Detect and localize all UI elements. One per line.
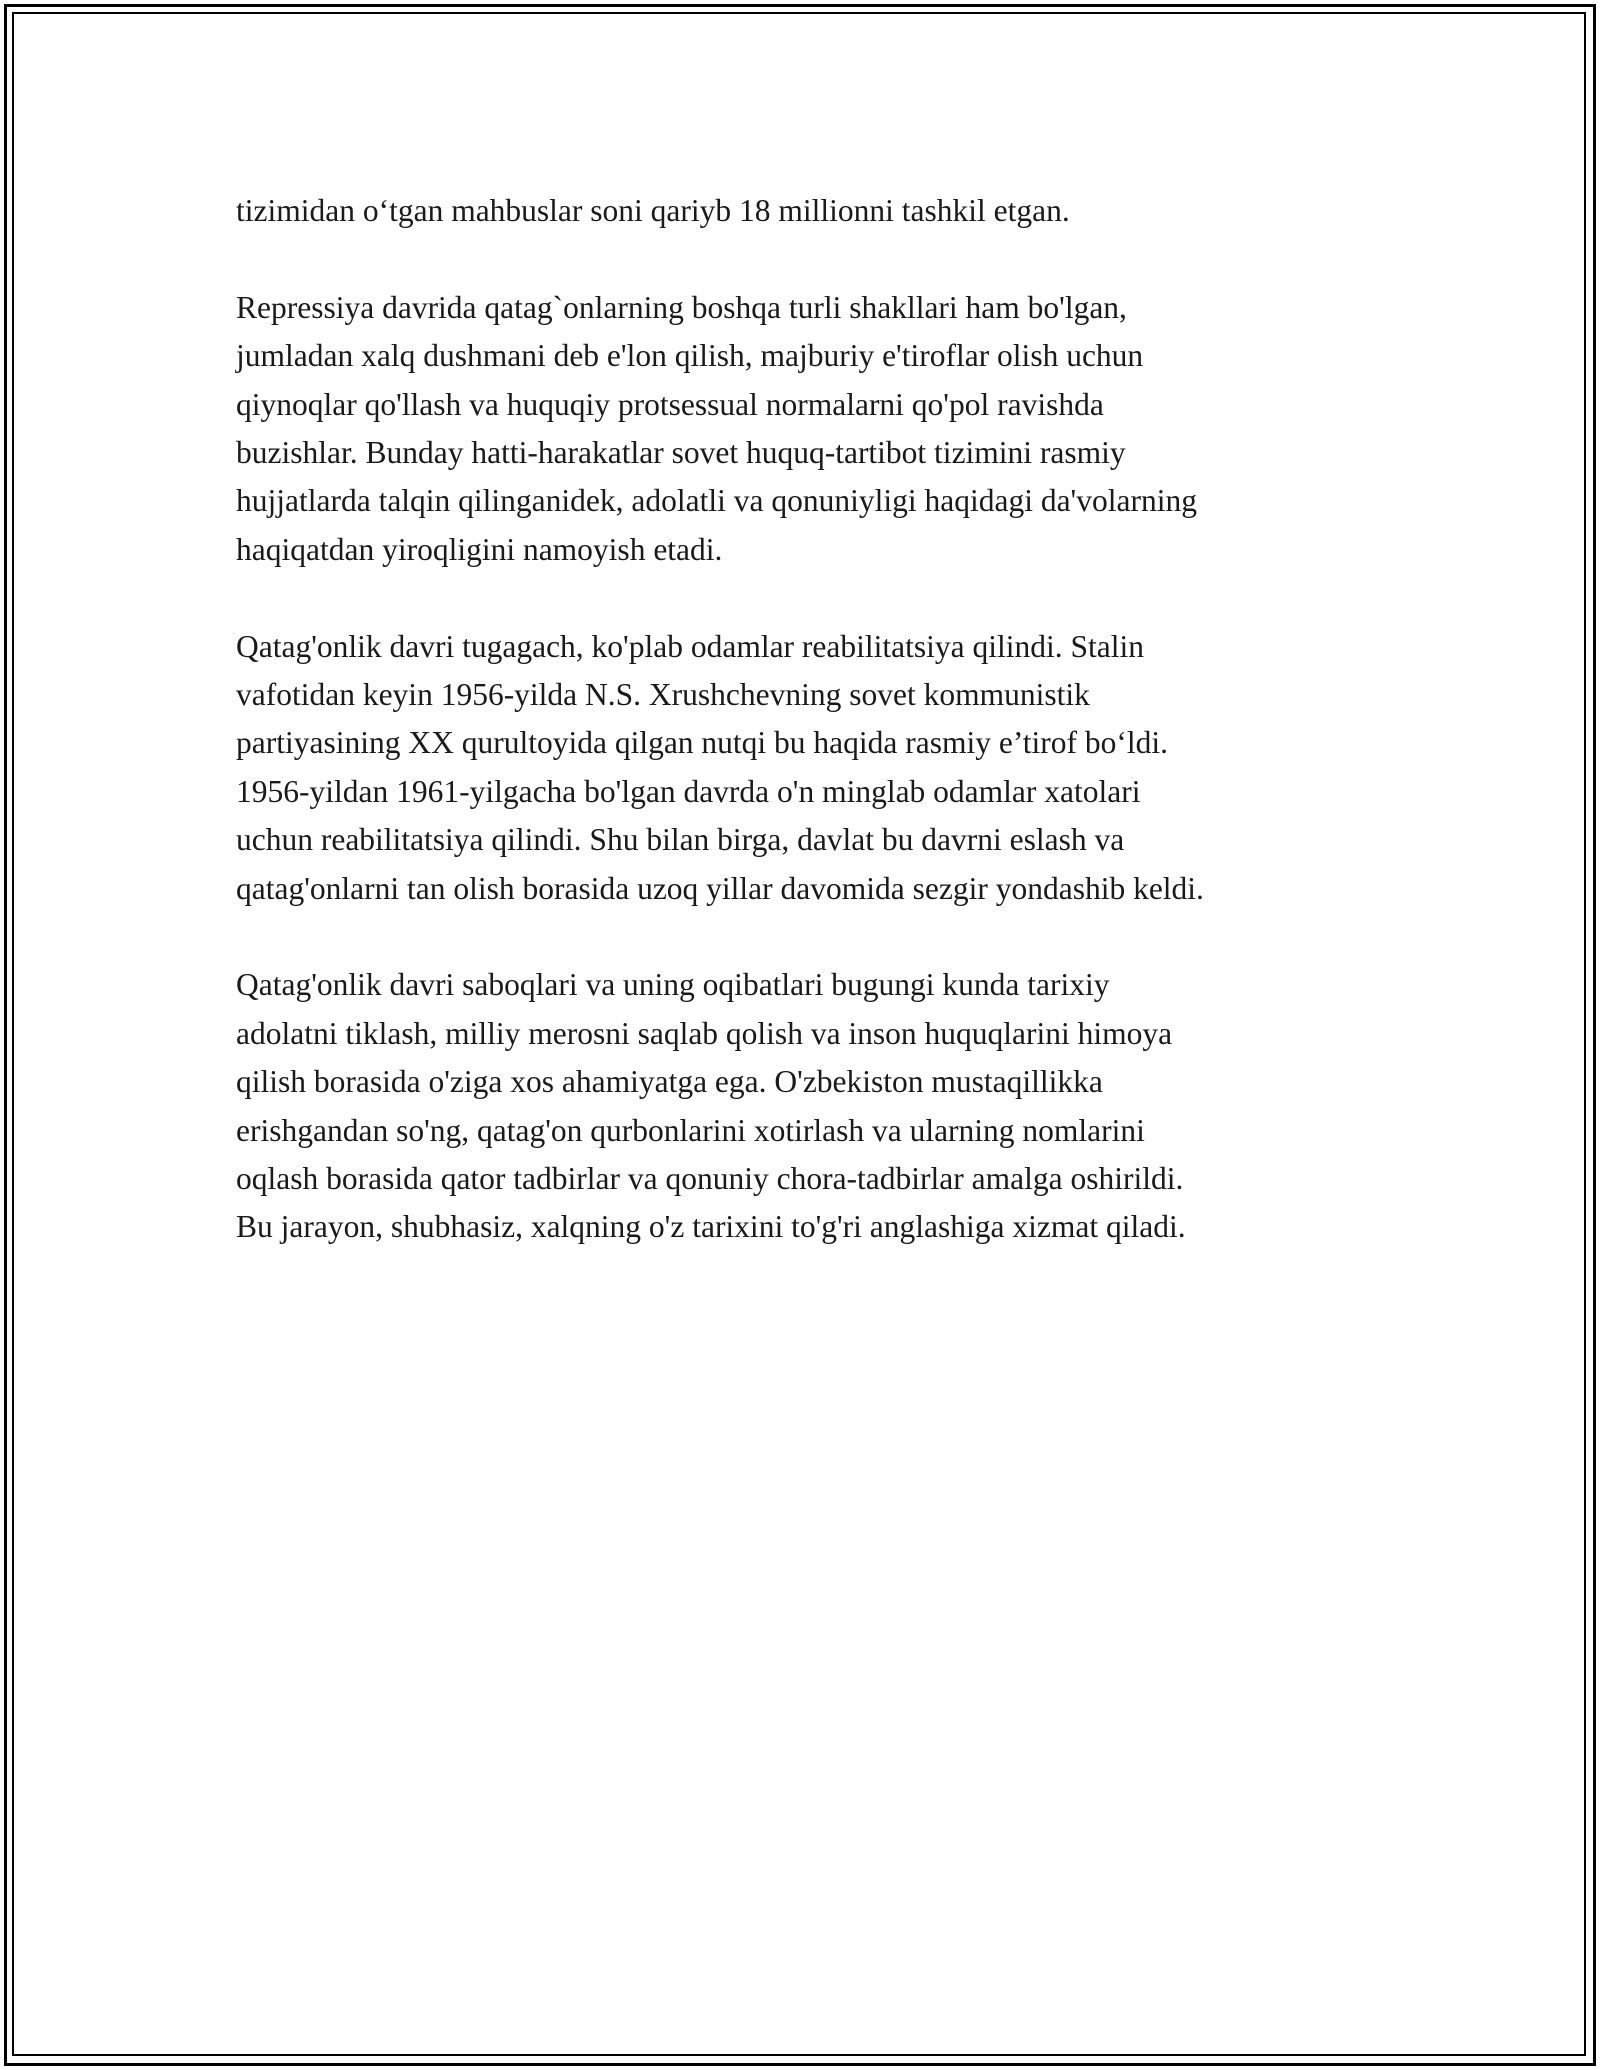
text-line: hujjatlarda talqin qilinganidek, adolatli va qonuniyligi haqidagi da'volarning: [236, 483, 1197, 519]
text-line: Bu jarayon, shubhasiz, xalqning o'z tarixini to'g'ri anglashiga xizmat qiladi.: [236, 1209, 1186, 1245]
paragraph-2: [236, 284, 1406, 574]
text-line: adolatni tiklash, milliy merosni saqlab qolish va inson huquqlarini himoya: [236, 1015, 1173, 1051]
text-line: Qatag'onlik davri saboqlari va uning oqibatlari bugungi kunda tarixiy: [236, 967, 1110, 1003]
paragraph-3: [236, 623, 1406, 913]
text-line: tizimidan o‘tgan mahbuslar soni qariyb 18 millionni tashkil etgan.: [236, 193, 1070, 228]
text-line: haqiqatdan yiroqligini namoyish etadi.: [236, 531, 723, 567]
paragraph-1: [236, 187, 1406, 235]
text-line: partiyasining XX qurultoyida qilgan nutqi bu haqida rasmiy e’tirof bo‘ldi.: [236, 725, 1169, 761]
text-line: qilish borasida o'ziga xos ahamiyatga ega. O'zbekiston mustaqillikka: [236, 1064, 1103, 1100]
text-line: buzishlar. Bunday hatti-harakatlar sovet huquq-tartibot tizimini rasmiy: [236, 435, 1126, 471]
text-line: Repressiya davrida qatag`onlarning boshqa turli shakllari ham bo'lgan,: [236, 289, 1127, 325]
text-line: qatag'onlarni tan olish borasida uzoq yillar davomida sezgir yondashib keldi.: [236, 870, 1204, 906]
text-line: Qatag'onlik davri tugagach, ko'plab odamlar reabilitatsiya qilindi. Stalin: [236, 628, 1144, 664]
text-line: qiynoqlar qo'llash va huquqiy protsessual normalarni qo'pol ravishda: [236, 386, 1104, 422]
text-line: uchun reabilitatsiya qilindi. Shu bilan birga, davlat bu davrni eslash va: [236, 822, 1125, 858]
document-body: [236, 187, 1406, 1300]
text-line: 1956-yildan 1961-yilgacha bo'lgan davrda o'n minglab odamlar xatolari: [236, 773, 1141, 809]
paragraph-4: [236, 961, 1406, 1251]
text-line: jumladan xalq dushmani deb e'lon qilish, majburiy e'tiroflar olish uchun: [236, 338, 1144, 374]
text-line: vafotidan keyin 1956-yilda N.S. Xrushchevning sovet kommunistik: [236, 677, 1090, 713]
text-line: erishgandan so'ng, qatag'on qurbonlarini xotirlash va ularning nomlarini: [236, 1112, 1145, 1148]
text-line: oqlash borasida qator tadbirlar va qonuniy chora-tadbirlar amalga oshirildi.: [236, 1161, 1184, 1197]
